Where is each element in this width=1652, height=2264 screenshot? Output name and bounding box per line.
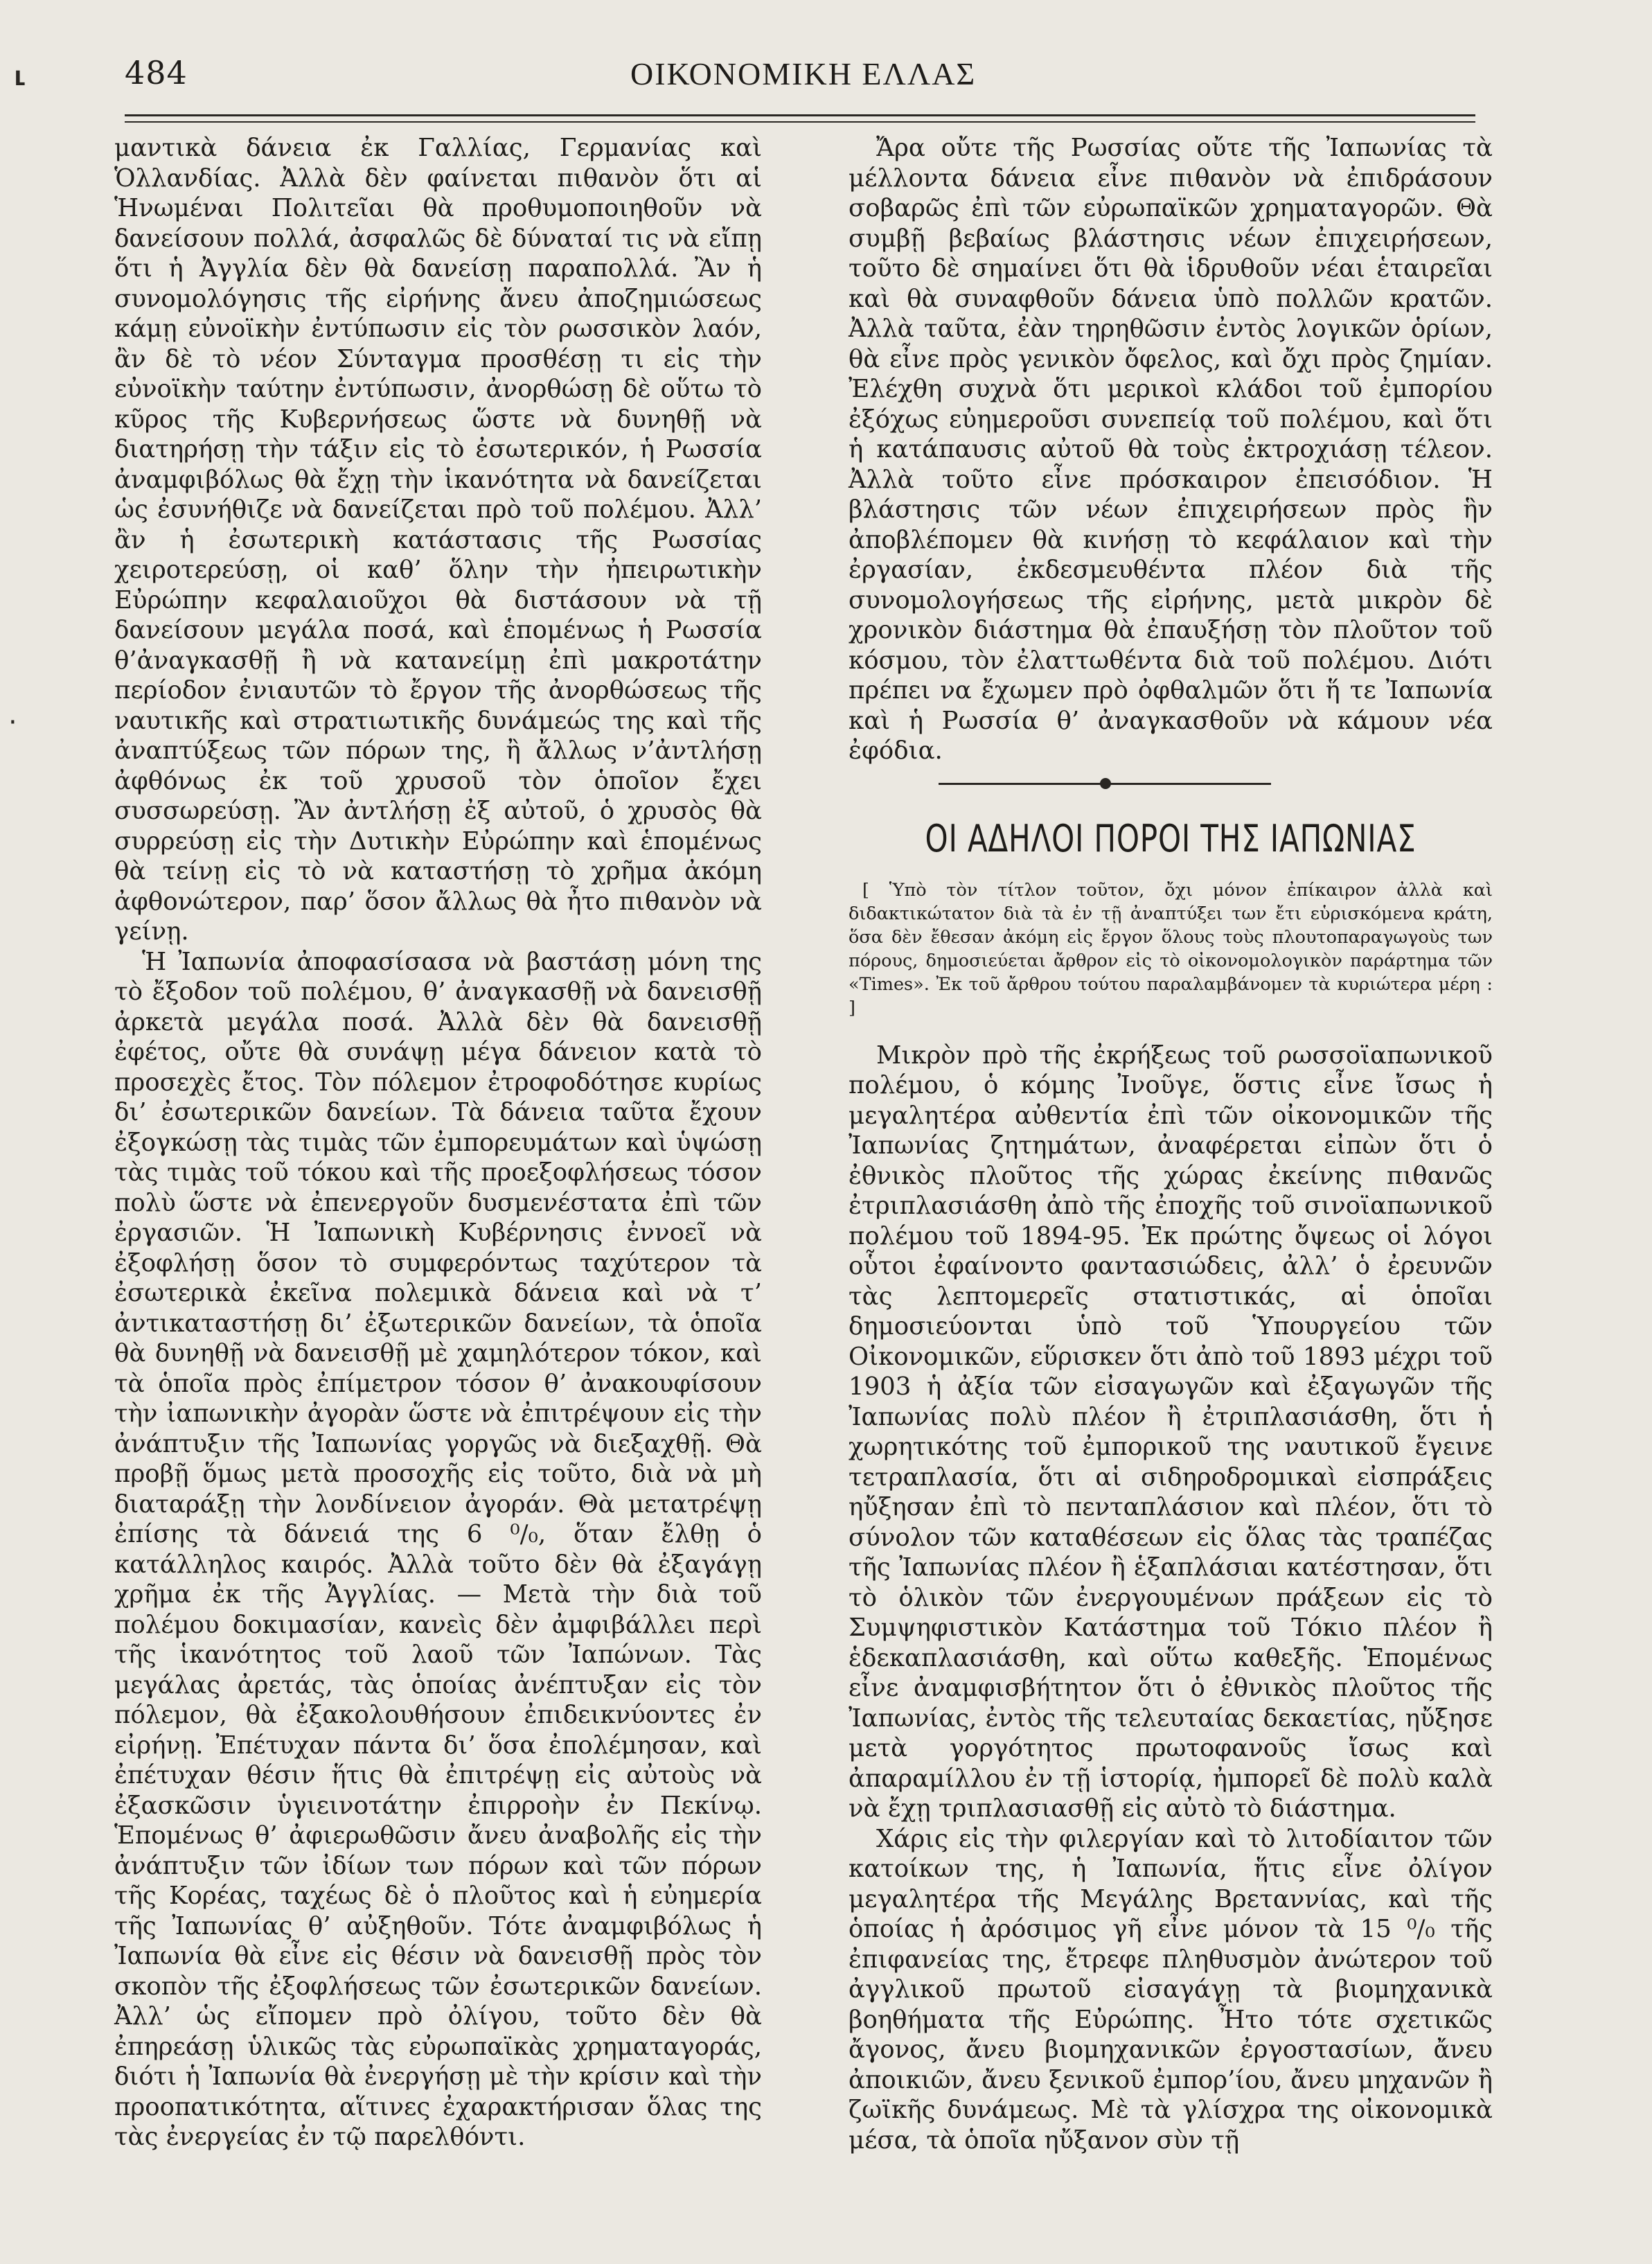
paragraph: Ἄρα οὔτε τῆς Ρωσσίας οὔτε τῆς Ἰαπωνίας τὰ μέλλοντα δάνεια εἶνε πιθανὸν νὰ ἐπιδράσουν σοβαρῶς ἐπὶ τῶν εὐρωπαϊκῶν χρηματαγορῶν. Θὰ συμβῇ βεβαίως βλάστησις νέων ἐπιχειρήσεων, τοῦτο δὲ σημαίνει ὅτι θὰ ἱδρυθοῦν νέαι ἑταιρεῖαι καὶ θὰ συναφθοῦν δάνεια ὑπὸ πολλῶν κρατῶν. Ἀλλὰ ταῦτα, ἐὰν τηρηθῶσιν ἐντὸς λογικῶν ὁρίων, θὰ εἶνε πρὸς γενικὸν ὄφελος, καὶ ὄχι πρὸς ζημίαν. Ἐλέχθη συχνὰ ὅτι μερικοὶ κλάδοι τοῦ ἐμπορίου ἐξόχως εὐημεροῦσι συνεπείᾳ τοῦ πολέμου, καὶ ὅτι ἡ κατάπαυσις αὐτοῦ θὰ τοὺς ἐκτροχιάσῃ τέλεον. Ἀλλὰ τοῦτο εἶνε πρόσκαιρον ἐπεισόδιον. Ἡ βλάστησις τῶν νέων ἐπιχειρήσεων πρὸς ἣν ἀποβλέπομεν θὰ κινήσῃ τὸ κεφάλαιον καὶ τὴν ἐργασίαν, ἐκδεσμευθέντα πλέον διὰ τῆς συνομολογήσεως τῆς εἰρήνης, μετὰ μικρὸν δὲ χρονικὸν διάστημα θὰ ἐπαυξήσῃ τὸν πλοῦτον τοῦ κόσμου, τὸν ἐλαττωθέντα διὰ τοῦ πολέμου. Διότι πρέπει να ἔχωμεν πρὸ ὀφθαλμῶν ὅτι ἥ τε Ἰαπωνία καὶ ἡ Ρωσσία θ’ ἀναγκασθοῦν νὰ κάμουν νέα ἐφόδια.: [849, 134, 1493, 765]
article-title: ΟΙ ΑΔΗΛΟΙ ΠΟΡΟΙ ΤΗΣ ΙΑΠΩΝΙΑΣ: [925, 816, 1416, 860]
page-header: [125, 48, 1475, 104]
margin-ink-mark: ⸤: [12, 42, 29, 90]
running-title: ΟΙΚΟΝΟΜΙΚΗ ΕΛΛΑΣ: [630, 56, 977, 91]
header-rule: [125, 121, 1475, 123]
margin-ink-mark: ·: [8, 707, 17, 739]
section-divider: [849, 769, 1493, 797]
header-rule: [125, 114, 1475, 116]
left-column: [114, 133, 762, 2152]
page-number: 484: [125, 54, 188, 91]
paragraph: Χάρις εἰς τὴν φιλεργίαν καὶ τὸ λιτοδίαιτον τῶν κατοίκων της, ἡ Ἰαπωνία, ἥτις εἶνε ὀλίγον μεγαλητέρα τῆς Μεγάλης Βρεταννίας, καὶ τῆς ὁποίας ἡ ἀρόσιμος γῆ εἶνε μόνον τὰ 15 ⁰/₀ τῆς ἐπιφανείας της, ἔτρεφε πληθυσμὸν ἀνώτερον τοῦ ἀγγλικοῦ πρωτοῦ εἰσαγάγῃ τὰ βιομηχανικὰ βοηθήματα τῆς Εὐρώπης. Ἦτο τότε σχετικῶς ἄγονος, ἄνευ βιομηχανικῶν ἐργοστασίων, ἄνευ ἀποικιῶν, ἄνευ ξενικοῦ ἐμπορ’ίου, ἄνευ μηχανῶν ἢ ζωϊκῆς δυνάμεως. Μὲ τὰ γλίσχρα της οἰκονομικὰ μέσα, τὰ ὁποῖα ηὔξανον σὺν τῇ: [849, 1824, 1493, 2155]
paragraph: μαντικὰ δάνεια ἐκ Γαλλίας, Γερμανίας καὶ Ὁλλανδίας. Ἀλλὰ δὲν φαίνεται πιθανὸν ὅτι αἱ Ἡνωμέναι Πολιτεῖαι θὰ προθυμοποιηθοῦν νὰ δανείσουν πολλά, ἀσφαλῶς δὲ δύναταί τις νὰ εἴπῃ ὅτι ἡ Ἀγγλία δὲν θὰ δανείσῃ παραπολλά. Ἂν ἡ συνομολόγησις τῆς εἰρήνης ἄνευ ἀποζημιώσεως κάμῃ εὐνοϊκὴν ἐντύπωσιν εἰς τὸν ρωσσικὸν λαόν, ἂν δὲ τὸ νέον Σύνταγμα προσθέσῃ τι εἰς τὴν εὐνοϊκὴν ταύτην ἐντύπωσιν, ἀνορθώσῃ δὲ οὕτω τὸ κῦρος τῆς Κυβερνήσεως ὥστε νὰ δυνηθῇ νὰ διατηρήσῃ τὴν τάξιν εἰς τὸ ἐσωτερικόν, ἡ Ρωσσία ἀναμφιβόλως θὰ ἔχῃ τὴν ἱκανότητα νὰ δανείζεται ὡς ἐσυνήθιζε νὰ δανείζεται πρὸ τοῦ πολέμου. Ἀλλ’ ἂν ἡ ἐσωτερικὴ κατάστασις τῆς Ρωσσίας χειροτερεύσῃ, οἱ καθ’ ὅλην τὴν ἠπειρωτικὴν Εὐρώπην κεφαλαιοῦχοι θὰ διστάσουν νὰ τῇ δανείσουν μεγάλα ποσά, καὶ ἑπομένως ἡ Ρωσσία θ’ἀναγκασθῇ ἢ νὰ κατανείμῃ ἐπὶ μακροτάτην περίοδον ἐνιαυτῶν τὸ ἔργον τῆς ἀνορθώσεως τῆς ναυτικῆς καὶ στρατιωτικῆς δυνάμεώς της καὶ τῆς ἀναπτύξεως τῶν πόρων της, ἢ ἄλλως ν’ἀντλήσῃ ἀφθόνως ἐκ τοῦ χρυσοῦ τὸν ὁποῖον ἔχει συσσωρεύσῃ. Ἂν ἀντλήσῃ ἐξ αὐτοῦ, ὁ χρυσὸς θὰ συρρεύσῃ εἰς τὴν Δυτικὴν Εὐρώπην καὶ ἑπομένως θὰ τείνῃ εἰς τὸ νὰ καταστήσῃ τὸ χρῆμα ἀκόμη ἀφθονώτερον, παρ’ ὅσον ἄλλως θὰ ἦτο πιθανὸν νὰ γείνῃ.: [114, 134, 762, 946]
right-column: [849, 133, 1493, 2155]
editor-note: [ Ὑπὸ τὸν τίτλον τοῦτον, ὄχι μόνον ἐπίκαιρον ἀλλὰ καὶ διδακτικώτατον διὰ τὰ ἐν τῇ ἀναπτύξει των ἔτι εὑρισκόμενα κράτη, ὅσα δὲν ἔθεσαν ἀκόμη εἰς ἔργον ὅλους τοὺς πλουτοπαραγωγοὺς των πόρους, δημοσιεύεται ἄρθρον εἰς τὸ οἰκονομολογικὸν παράρτημα τῶν «Times». Ἐκ τοῦ ἄρθρου τούτου παραλαμβάνομεν τὰ κυριώτερα μέρη : ]: [849, 879, 1493, 1018]
divider-dot: [1100, 778, 1111, 789]
paragraph: Μικρὸν πρὸ τῆς ἐκρήξεως τοῦ ρωσσοϊαπωνικοῦ πολέμου, ὁ κόμης Ἰνοῦγε, ὅστις εἶνε ἴσως ἡ μεγαλητέρα αὐθεντία ἐπὶ τῶν οἰκονομικῶν τῆς Ἰαπωνίας ζητημάτων, ἀναφέρεται εἰπὼν ὅτι ὁ ἐθνικὸς πλοῦτος τῆς χώρας ἐκείνης πιθανῶς ἐτριπλασιάσθη ἀπὸ τῆς ἐποχῆς τοῦ σινοϊαπωνικοῦ πολέμου τοῦ 1894-95. Ἐκ πρώτης ὄψεως οἱ λόγοι οὗτοι ἐφαίνοντο φαντασιώδεις, ἀλλ’ ὁ ἐρευνῶν τὰς λεπτομερεῖς στατιστικάς, αἱ ὁποῖαι δημοσιεύονται ὑπὸ τοῦ Ὑπουργείου τῶν Οἰκονομικῶν, εὕρισκεν ὅτι ἀπὸ τοῦ 1893 μέχρι τοῦ 1903 ἡ ἀξία τῶν εἰσαγωγῶν καὶ ἐξαγωγῶν τῆς Ἰαπωνίας πολὺ πλέον ἢ ἐτριπλασιάσθη, ὅτι ἡ χωρητικότης τοῦ ἐμπορικοῦ της ναυτικοῦ ἔγεινε τετραπλασία, ὅτι αἱ σιδηροδρομικαὶ εἰσπράξεις ηὔξησαν ἐπὶ τὸ πενταπλάσιον καὶ πλέον, ὅτι τὸ σύνολον τῶν καταθέσεων εἰς ὅλας τὰς τραπέζας τῆς Ἰαπωνίας πλέον ἢ ἑξαπλάσιαι κατέστησαν, ὅτι τὸ ὁλικὸν τῶν ἐνεργουμένων πράξεων εἰς τὸ Συμψηφιστικὸν Κατάστημα τοῦ Τόκιο πλέον ἢ ἑδεκαπλασιάσθη, καὶ οὕτω καθεξῆς. Ἑπομένως εἶνε ἀναμφισβήτητον ὅτι ὁ ἐθνικὸς πλοῦτος τῆς Ἰαπωνίας, ἐντὸς τῆς τελευταίας δεκαετίας, ηὔξησε μετὰ γοργότητος πρωτοφανοῦς ἴσως καὶ ἀπαραμίλλου ἐν τῇ ἱστορίᾳ, ἠμπορεῖ δὲ πολὺ καλὰ νὰ ἔχῃ τριπλασιασθῇ εἰς αὐτὸ τὸ διάστημα.: [849, 1041, 1493, 1823]
paragraph: Ἡ Ἰαπωνία ἀποφασίσασα νὰ βαστάσῃ μόνη της τὸ ἔξοδον τοῦ πολέμου, θ’ ἀναγκασθῇ νὰ δανεισθῇ ἀρκετὰ μεγάλα ποσά. Ἀλλὰ δὲν θὰ δανεισθῇ ἐφέτος, οὔτε θὰ συνάψῃ μέγα δάνειον κατὰ τὸ προσεχὲς ἔτος. Τὸν πόλεμον ἐτροφοδότησε κυρίως δι’ ἐσωτερικῶν δανείων. Τὰ δάνεια ταῦτα ἔχουν ἐξογκώσῃ τὰς τιμὰς τῶν ἐμπορευμάτων καὶ ὑψώσῃ τὰς τιμὰς τοῦ τόκου καὶ τῆς προεξοφλήσεως τόσον πολὺ ὥστε νὰ ἐπενεργοῦν δυσμενέστατα ἐπὶ τῶν ἐργασιῶν. Ἡ Ἰαπωνικὴ Κυβέρνησις ἐννοεῖ νὰ ἐξοφλήσῃ ὅσον τὸ συμφερόντως ταχύτερον τὰ ἐσωτερικὰ ἐκεῖνα πολεμικὰ δάνεια καὶ νὰ τ’ ἀντικαταστήσῃ δι’ ἐξωτερικῶν δανείων, τὰ ὁποῖα θὰ δυνηθῇ νὰ δανεισθῇ μὲ χαμηλότερον τόκον, καὶ τὰ ὁποῖα πρὸς ἐπίμετρον τόσον θ’ ἀνακουφίσουν τὴν ἰαπωνικὴν ἀγορὰν ὥστε νὰ ἐπιτρέψουν εἰς τὴν ἀνάπτυξιν τῆς Ἰαπωνίας γοργῶς νὰ διεξαχθῇ. Θὰ προβῇ ὅμως μετὰ προσοχῆς εἰς τοῦτο, διὰ νὰ μὴ διαταράξῃ τὴν λονδίνειον ἀγοράν. Θὰ μετατρέψῃ ἐπίσης τὰ δάνειά της 6 ⁰/₀, ὅταν ἔλθῃ ὁ κατάλληλος καιρός. Ἀλλὰ τοῦτο δὲν θὰ ἐξαγάγῃ χρῆμα ἐκ τῆς Ἀγγλίας. — Μετὰ τὴν διὰ τοῦ πολέμου δοκιμασίαν, κανεὶς δὲν ἀμφιβάλλει περὶ τῆς ἱκανότητος τοῦ λαοῦ τῶν Ἰαπώνων. Τὰς μεγάλας ἀρετάς, τὰς ὁποίας ἀνέπτυξαν εἰς τὸν πόλεμον, θὰ ἐξακολουθήσουν ἐπιδεικνύοντες ἐν εἰρήνῃ. Ἐπέτυχαν πάντα δι’ ὅσα ἐπολέμησαν, καὶ ἐπέτυχαν θέσιν ἥτις θὰ ἐπιτρέψῃ εἰς αὐτοὺς νὰ ἐξασκῶσιν ὑγιεινοτάτην ἐπιρροὴν ἐν Πεκίνῳ. Ἑπομένως θ’ ἀφιερωθῶσιν ἄνευ ἀναβολῆς εἰς τὴν ἀνάπτυξιν τῶν ἰδίων των πόρων καὶ τῶν πόρων τῆς Κορέας, ταχέως δὲ ὁ πλοῦτος καὶ ἡ εὐημερία τῆς Ἰαπωνίας θ’ αὐξηθοῦν. Τότε ἀναμφιβόλως ἡ Ἰαπωνία θὰ εἶνε εἰς θέσιν νὰ δανεισθῇ πρὸς τὸν σκοπὸν τῆς ἐξοφλήσεως τῶν ἐσωτερικῶν δανείων. Ἀλλ’ ὡς εἴπομεν πρὸ ὀλίγου, τοῦτο δὲν θὰ ἐπηρεάσῃ ὑλικῶς τὰς εὐρωπαϊκὰς χρηματαγοράς, διότι ἡ Ἰαπωνία θὰ ἐνεργήσῃ μὲ τὴν κρίσιν καὶ τὴν προοπατικότητα, αἵτινες ἐχαρακτήρισαν ὅλας της τὰς ἐνεργείας ἐν τῷ παρελθόντι.: [114, 947, 762, 2151]
